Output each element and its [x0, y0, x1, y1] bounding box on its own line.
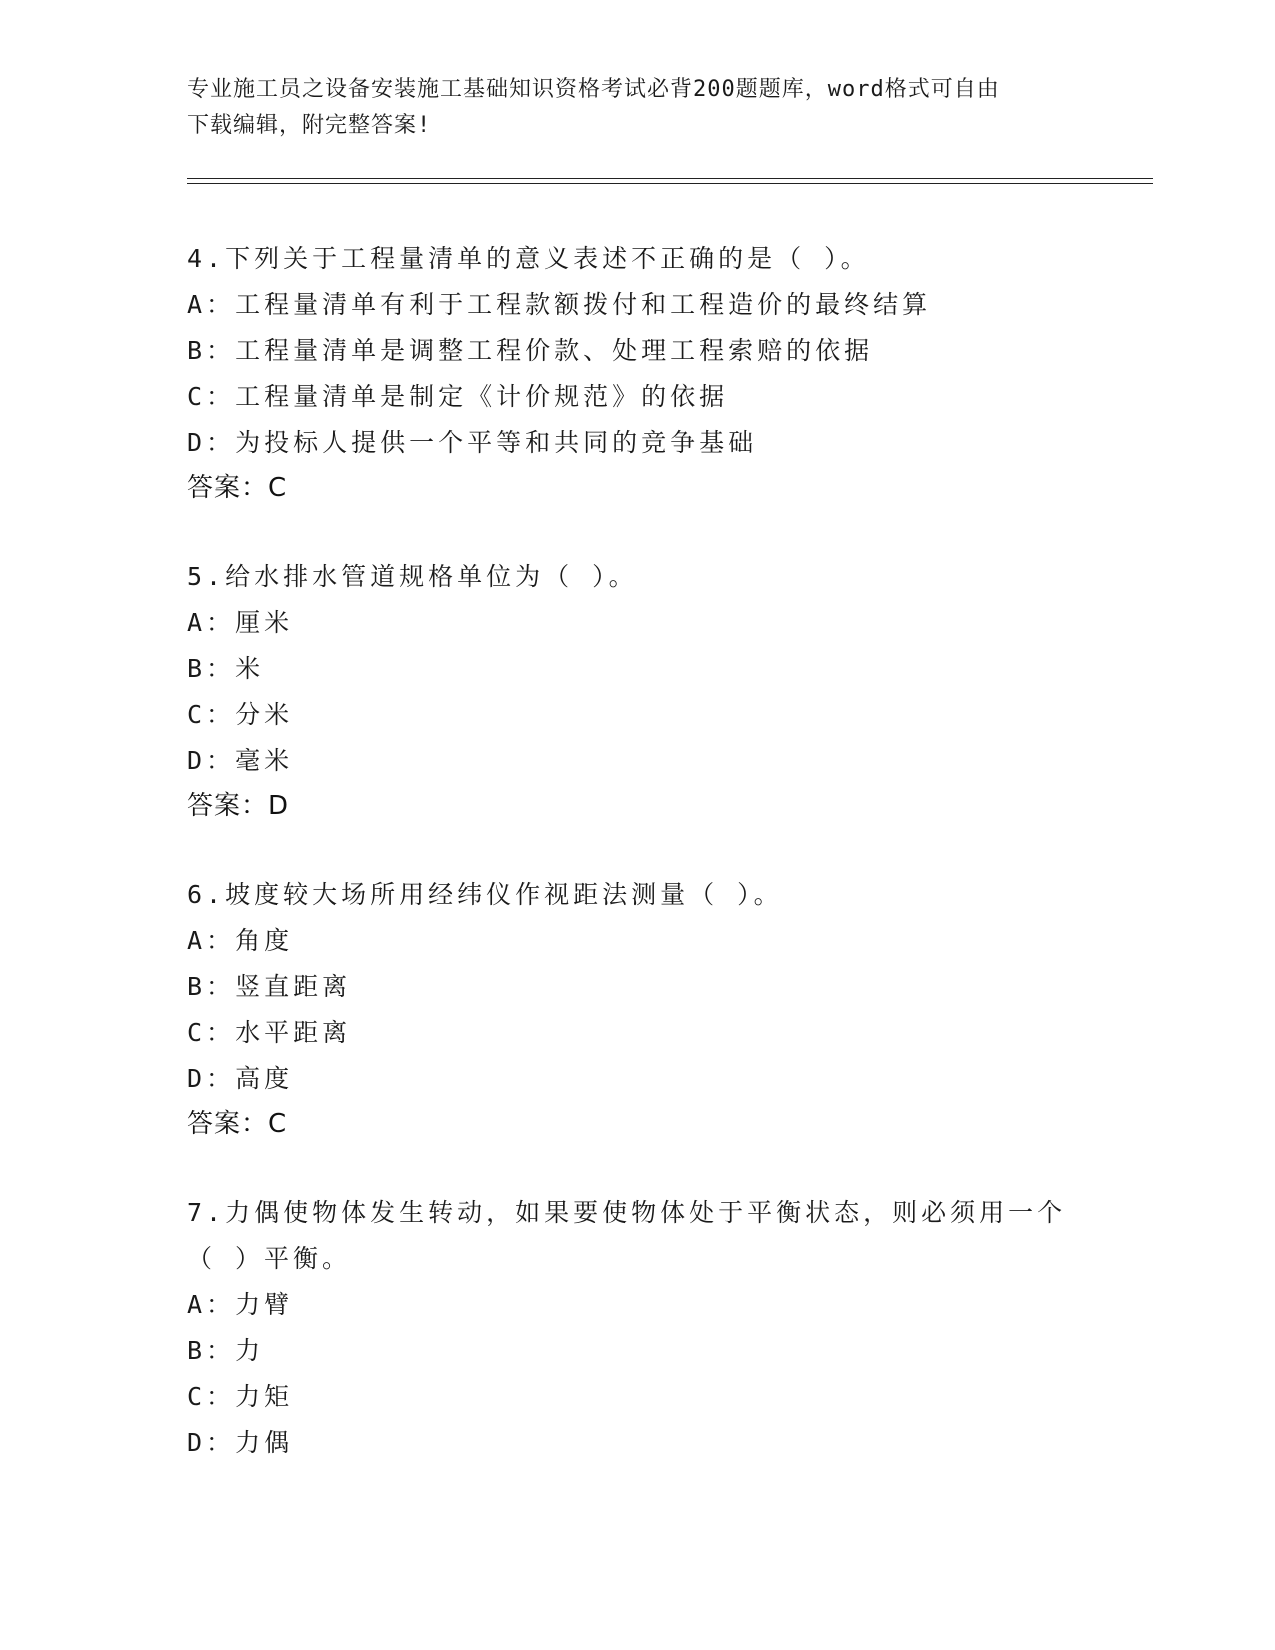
option-text: 工程量清单有利于工程款额拨付和工程造价的最终结算: [235, 290, 932, 319]
question-item: [187, 554, 1167, 828]
option-key: A：: [187, 926, 236, 955]
option-text: 分米: [235, 700, 294, 729]
option-d: [187, 1420, 1167, 1466]
option-key: B：: [187, 972, 236, 1001]
option-text: 厘米: [235, 608, 294, 637]
option-key: B：: [187, 336, 236, 365]
option-c: [187, 1010, 1167, 1056]
option-text: 力: [235, 1336, 265, 1365]
option-b: [187, 646, 1167, 692]
answer-line: 答案：D: [187, 791, 290, 821]
question-item: [187, 1190, 1167, 1466]
option-key: D：: [187, 1428, 236, 1457]
question-item: [187, 872, 1167, 1146]
document-header: [187, 72, 1087, 144]
option-a: [187, 918, 1167, 964]
option-b: [187, 964, 1167, 1010]
question-stem: 7.力偶使物体发生转动，如果要使物体处于平衡状态，则必须用一个（ ）平衡。: [187, 1198, 1067, 1273]
option-text: 力臂: [235, 1290, 294, 1319]
option-text: 为投标人提供一个平等和共同的竞争基础: [235, 428, 758, 457]
answer-line: 答案：C: [187, 1109, 288, 1139]
option-a: [187, 282, 1167, 328]
question-item: [187, 236, 1167, 510]
option-c: [187, 374, 1167, 420]
header-line-1: 专业施工员之设备安装施工基础知识资格考试必背200题题库，word格式可自由: [187, 77, 1000, 102]
header-line-2: 下载编辑，附完整答案!: [187, 113, 432, 138]
option-text: 角度: [235, 926, 294, 955]
option-text: 米: [235, 654, 265, 683]
option-key: C：: [187, 1382, 236, 1411]
option-a: [187, 600, 1167, 646]
answer-line: 答案：C: [187, 473, 288, 503]
option-text: 工程量清单是调整工程价款、处理工程索赔的依据: [235, 336, 874, 365]
header-divider-top: [187, 178, 1153, 179]
option-key: C：: [187, 382, 236, 411]
option-text: 力偶: [235, 1428, 294, 1457]
option-key: C：: [187, 700, 236, 729]
option-key: B：: [187, 1336, 236, 1365]
option-b: [187, 328, 1167, 374]
question-stem: 6.坡度较大场所用经纬仪作视距法测量（ ）。: [187, 880, 783, 909]
option-text: 水平距离: [235, 1018, 352, 1047]
option-key: C：: [187, 1018, 236, 1047]
option-key: A：: [187, 608, 236, 637]
option-c: [187, 692, 1167, 738]
option-key: D：: [187, 428, 236, 457]
option-text: 高度: [235, 1064, 294, 1093]
option-key: D：: [187, 746, 236, 775]
header-divider-bottom: [187, 183, 1153, 184]
option-key: B：: [187, 654, 236, 683]
option-a: [187, 1282, 1167, 1328]
question-stem: 5.给水排水管道规格单位为（ ）。: [187, 562, 638, 591]
option-d: [187, 420, 1167, 466]
option-b: [187, 1328, 1167, 1374]
option-text: 力矩: [235, 1382, 294, 1411]
option-text: 毫米: [235, 746, 294, 775]
option-key: A：: [187, 1290, 236, 1319]
option-text: 竖直距离: [235, 972, 352, 1001]
option-text: 工程量清单是制定《计价规范》的依据: [235, 382, 729, 411]
question-stem: 4.下列关于工程量清单的意义表述不正确的是（ ）。: [187, 244, 870, 273]
option-key: D：: [187, 1064, 236, 1093]
option-key: A：: [187, 290, 236, 319]
option-d: [187, 738, 1167, 784]
option-c: [187, 1374, 1167, 1420]
question-list: [187, 236, 1167, 1510]
option-d: [187, 1056, 1167, 1102]
